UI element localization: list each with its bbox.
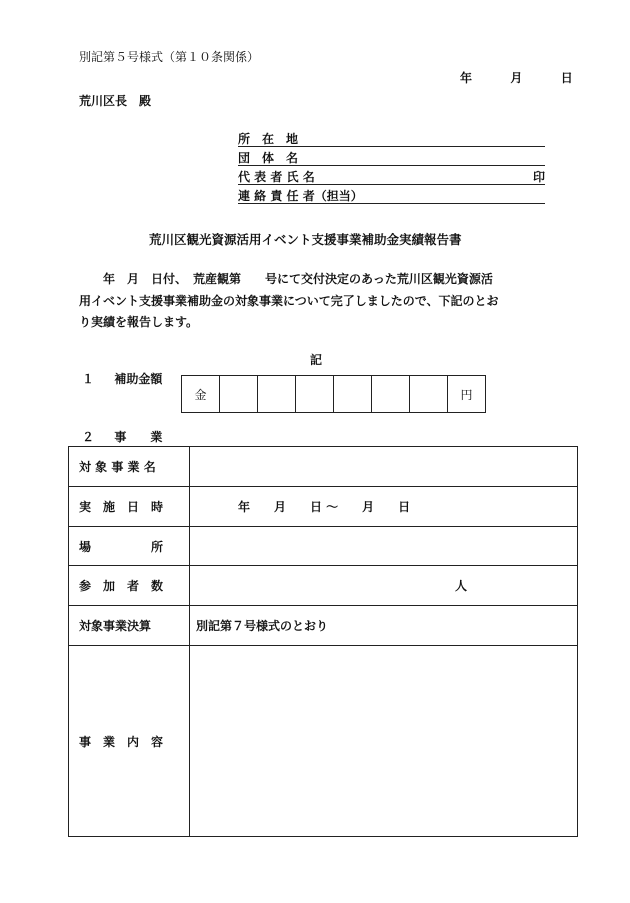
date-month: 月 <box>510 71 523 85</box>
applicant-address-line <box>238 130 545 147</box>
amount-prefix: 金 <box>182 376 220 412</box>
ki-heading: 記 <box>310 353 323 367</box>
table-row <box>69 606 578 646</box>
section2-number: ２ <box>82 430 95 444</box>
date-line <box>460 69 573 86</box>
amount-yen: 円 <box>460 387 473 402</box>
row-value-datetime[interactable] <box>190 487 578 527</box>
row-value-venue[interactable] <box>190 527 578 566</box>
section1-label: 補助金額 <box>114 372 163 386</box>
amount-digit[interactable] <box>258 376 296 412</box>
row-value-event-name[interactable] <box>190 447 578 487</box>
amount-digit[interactable] <box>372 376 410 412</box>
applicant-organization-label: 団 体 名 <box>238 151 299 165</box>
body-line-1: 年 月 日付、 荒産観第 号にて交付決定のあった荒川区観光資源活 <box>79 272 493 286</box>
table-row <box>69 646 578 837</box>
participants-unit: 人 <box>454 579 467 593</box>
table-row <box>69 487 578 527</box>
row-value-participants[interactable] <box>190 566 578 606</box>
row-label-settlement: 対象事業決算 <box>69 606 190 646</box>
amount-digit[interactable] <box>410 376 448 412</box>
applicant-contact-label: 連 絡 責 任 者（担当） <box>238 189 363 203</box>
subsidy-amount-box[interactable] <box>181 375 486 413</box>
applicant-organization-line <box>238 149 545 166</box>
amount-digit[interactable] <box>296 376 334 412</box>
applicant-address-label: 所 在 地 <box>238 132 299 146</box>
datetime-text: 年 月 日 〜 月 日 <box>238 500 411 514</box>
section1-heading <box>82 370 162 387</box>
table-row <box>69 527 578 566</box>
report-title: 荒川区観光資源活用イベント支援事業補助金実績報告書 <box>149 232 462 247</box>
applicant-representative-line <box>238 168 545 185</box>
body-line-3: り実績を報告します。 <box>79 315 199 329</box>
form-number: 別記第５号様式（第１０条関係） <box>79 50 260 64</box>
row-value-settlement[interactable]: 別記第７号様式のとおり <box>190 606 578 646</box>
business-table <box>68 446 578 837</box>
row-label-datetime: 実 施 日 時 <box>69 487 190 527</box>
date-day: 日 <box>560 71 573 85</box>
amount-digit[interactable] <box>220 376 258 412</box>
section2-label: 事 業 <box>114 430 163 444</box>
row-label-event-name: 対 象 事 業 名 <box>69 447 190 487</box>
seal-mark: 印 <box>532 170 545 184</box>
body-line-2: 用イベント支援事業補助金の対象事業について完了しましたので、下記のとお <box>79 294 499 308</box>
row-label-content: 事 業 内 容 <box>69 646 190 837</box>
addressee: 荒川区長 殿 <box>79 94 152 108</box>
amount-digit[interactable] <box>334 376 372 412</box>
row-value-content[interactable] <box>190 646 578 837</box>
table-row <box>69 566 578 606</box>
table-row <box>69 447 578 487</box>
section2-heading <box>82 428 162 445</box>
applicant-representative-label: 代 表 者 氏 名 <box>238 170 315 184</box>
row-label-venue: 場 所 <box>69 527 190 566</box>
applicant-contact-line <box>238 187 545 204</box>
row-label-participants: 参 加 者 数 <box>69 566 190 606</box>
section1-number: １ <box>82 372 95 386</box>
date-year: 年 <box>460 71 473 85</box>
